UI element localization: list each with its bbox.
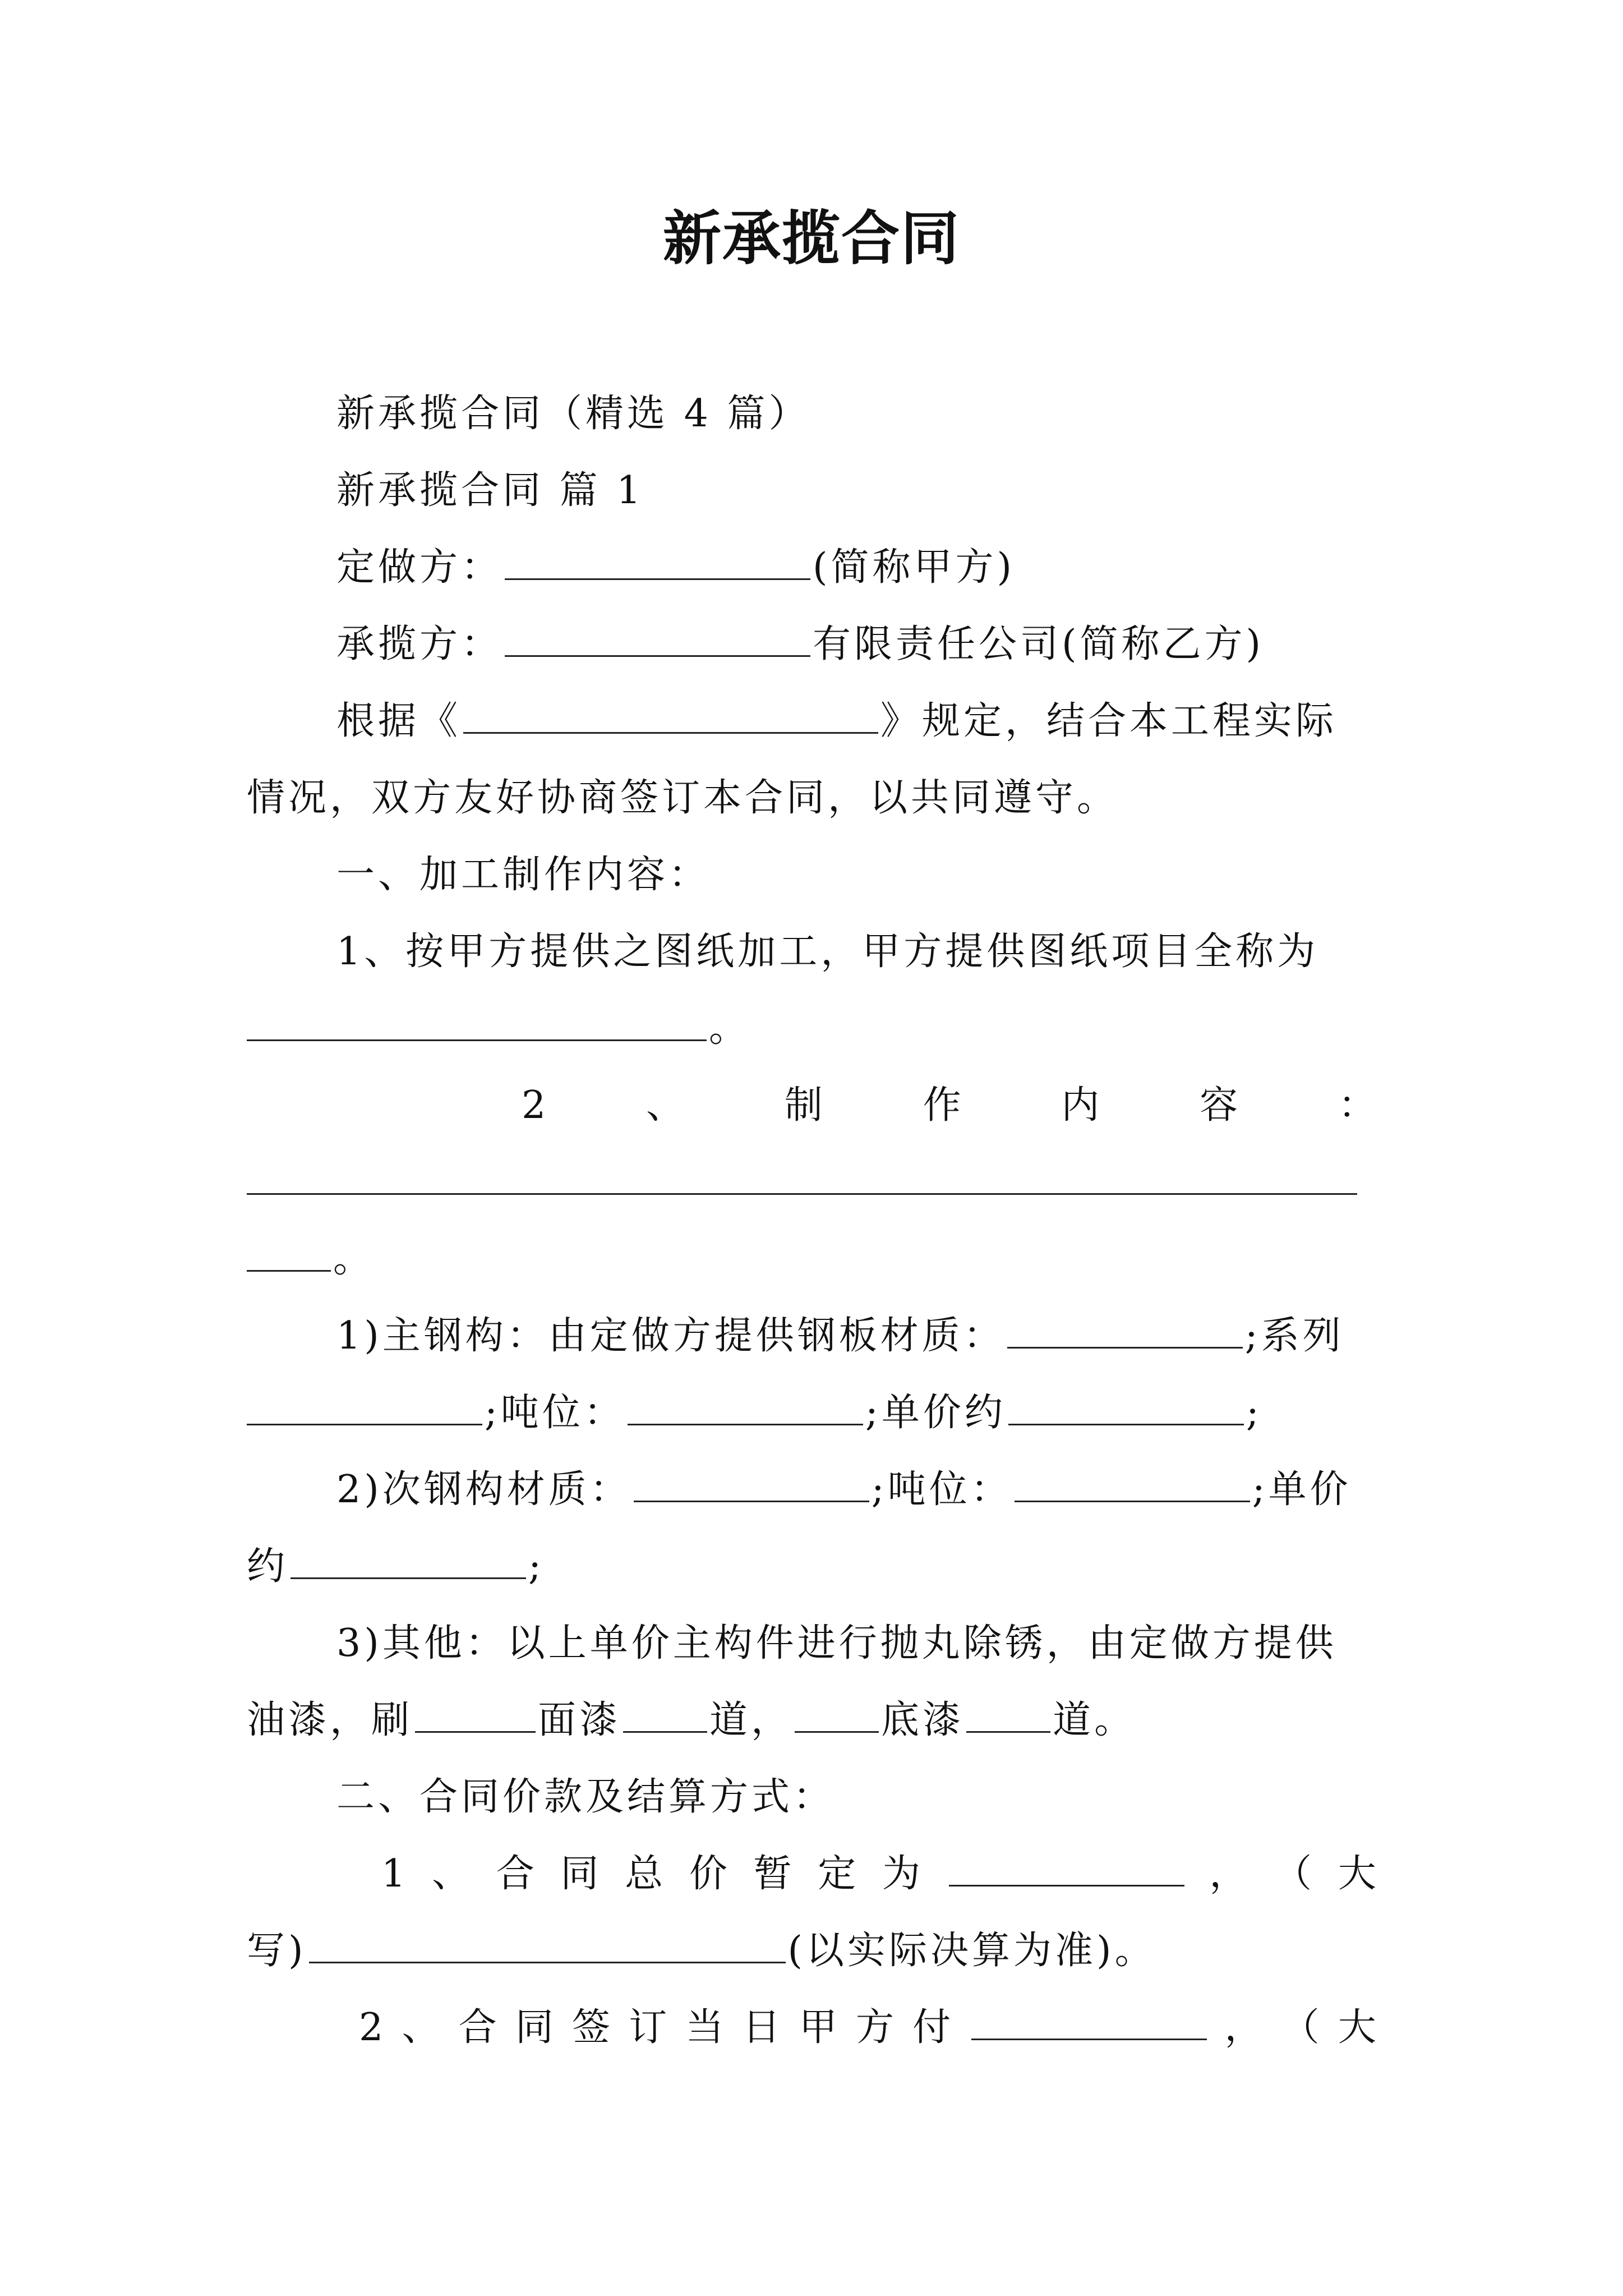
sec2-item1-char: 合 <box>496 1852 538 1896</box>
sec2-item1-char: 定 <box>818 1852 860 1896</box>
sec2-item1-tail: （ <box>1274 1852 1316 1896</box>
total-price-words-blank[interactable] <box>309 1927 786 1963</box>
sec2-item2-char: 2 <box>359 2005 387 2050</box>
party-b-suffix: 有限责任公司(简称乙方) <box>813 622 1265 666</box>
sec2-item1-tail: 大 <box>1338 1852 1380 1896</box>
sec1-item1-end: 。 <box>709 1006 751 1051</box>
sub3-e: 底漆 <box>881 1698 965 1742</box>
sub2-e: ; <box>528 1544 545 1589</box>
unit-price-blank[interactable] <box>1008 1389 1244 1425</box>
item2-char: 内 <box>1061 1083 1103 1128</box>
item2-char: 、 <box>646 1083 688 1128</box>
item2-char: ： <box>1338 1083 1380 1128</box>
sec2-item1-char: 为 <box>882 1852 924 1896</box>
sec2-item2-char: 付 <box>912 2005 955 2050</box>
sec2-item2-tail: （ <box>1281 2005 1323 2050</box>
content-blank-short[interactable] <box>247 1235 331 1272</box>
sec2-item1-l2a: 写) <box>247 1929 307 1973</box>
sec2-item2-char: 同 <box>515 2005 557 2050</box>
sub1-line2 <box>247 1385 1262 1441</box>
content-blank-end <box>247 1231 375 1287</box>
sec2-item1-char: 1 <box>381 1852 409 1896</box>
sub3-line1: 3)其他：以上单价主构件进行抛丸除锈，由定做方提供 <box>336 1621 1337 1665</box>
sec2-item2-tail: 大 <box>1338 2005 1380 2050</box>
item2-char: 容 <box>1200 1083 1242 1128</box>
sec1-item2-end: 。 <box>333 1237 375 1281</box>
sub3-c: 面漆 <box>538 1698 621 1742</box>
party-a-blank[interactable] <box>505 544 810 580</box>
item2-char: 2 <box>522 1083 550 1128</box>
basis-blank[interactable] <box>463 697 878 734</box>
party-a-suffix: (简称甲方) <box>813 545 1016 590</box>
basis-continuation: 情况，双方友好协商签订本合同，以共同遵守。 <box>247 776 1119 820</box>
sec2-item1-tail: ， <box>1209 1852 1251 1896</box>
section-title: 新承揽合同 篇 1 <box>336 468 644 513</box>
sec2-item2-char: 甲 <box>799 2005 841 2050</box>
topcoat-count-blank[interactable] <box>623 1696 707 1733</box>
steel-material-blank[interactable] <box>1007 1312 1243 1349</box>
sec1-item1: 1、按甲方提供之图纸加工，甲方提供图纸项目全称为 <box>336 930 1319 974</box>
sub1-b: ;系列 <box>1244 1314 1344 1358</box>
sec2-item1-char: 暂 <box>753 1852 795 1896</box>
party-b-label: 承揽方： <box>336 622 503 666</box>
basis-prefix: 根据《 <box>336 699 462 743</box>
sec2-item1-char: 同 <box>560 1852 602 1896</box>
sec2-item2-char: 、 <box>402 2005 444 2050</box>
sec2-item2-char: 合 <box>458 2005 500 2050</box>
sec1-item1-continuation <box>247 1001 750 1057</box>
tonnage-blank[interactable] <box>628 1389 863 1425</box>
sub2-a: 2)次钢构材质： <box>336 1467 631 1512</box>
sec2-item1-char: 价 <box>689 1852 731 1896</box>
sec2-item1-line1 <box>381 1846 1380 1902</box>
signing-payment-blank[interactable] <box>971 2004 1207 2040</box>
sub2-d: 约 <box>247 1544 289 1589</box>
secondary-material-blank[interactable] <box>634 1466 869 1502</box>
sec2-item2-char: 当 <box>685 2005 727 2050</box>
party-a-label: 定做方： <box>336 545 503 590</box>
project-name-blank[interactable] <box>247 1005 707 1041</box>
sec2-item1-char: 总 <box>625 1852 667 1896</box>
sec2-item2-char: 日 <box>742 2005 784 2050</box>
sub2-b: ;吨位： <box>871 1467 1012 1512</box>
primer-brand-blank[interactable] <box>795 1696 879 1733</box>
content-blank-long[interactable] <box>247 1158 1357 1195</box>
sub1-line1 <box>336 1308 1344 1364</box>
sec2-item2-tail: ， <box>1224 2005 1266 2050</box>
sec2-item2-char: 方 <box>855 2005 897 2050</box>
document-title: 新承揽合同 <box>662 204 960 273</box>
sec2-item1-l2b: (以实际决算为准)。 <box>787 1929 1156 1973</box>
subtitle: 新承揽合同（精选 4 篇） <box>336 392 810 436</box>
sec2-item1-char: 、 <box>431 1852 473 1896</box>
party-a-line <box>336 540 1015 596</box>
series-blank[interactable] <box>247 1389 482 1425</box>
primer-count-blank[interactable] <box>966 1696 1050 1733</box>
party-b-line <box>336 616 1264 673</box>
content-blank-line <box>247 1154 1359 1211</box>
sub2-line1 <box>336 1462 1352 1518</box>
sec2-item2-char: 订 <box>629 2005 671 2050</box>
secondary-tonnage-blank[interactable] <box>1015 1466 1250 1502</box>
basis-suffix: 》规定，结合本工程实际 <box>880 699 1338 743</box>
sec2-item2-char: 签 <box>572 2005 614 2050</box>
sec2-heading: 二、合同价款及结算方式： <box>336 1775 835 1819</box>
sub2-c: ;单价 <box>1252 1467 1352 1512</box>
sec2-item1-line2 <box>247 1923 1156 1979</box>
total-price-blank[interactable] <box>949 1850 1184 1887</box>
sub3-b: 油漆，刷 <box>247 1698 413 1742</box>
item2-char: 制 <box>784 1083 826 1128</box>
party-b-blank[interactable] <box>505 620 810 657</box>
sec1-heading: 一、加工制作内容： <box>336 853 711 897</box>
sub1-d: ;单价约 <box>865 1391 1006 1435</box>
sec2-item2-line1 <box>359 2000 1380 2056</box>
topcoat-brand-blank[interactable] <box>415 1696 536 1733</box>
sub2-line2 <box>247 1539 545 1595</box>
sub3-line2 <box>247 1692 1136 1749</box>
sec1-item2 <box>522 1078 1380 1134</box>
basis-line <box>336 693 1337 749</box>
sub1-c: ;吨位： <box>485 1391 625 1435</box>
sub3-f: 道。 <box>1053 1698 1136 1742</box>
sub1-a: 1)主钢构：由定做方提供钢板材质： <box>336 1314 1005 1358</box>
item2-char: 作 <box>923 1083 965 1128</box>
secondary-price-blank[interactable] <box>291 1543 526 1579</box>
sub3-d: 道， <box>709 1698 793 1742</box>
sub1-e: ; <box>1246 1391 1262 1435</box>
